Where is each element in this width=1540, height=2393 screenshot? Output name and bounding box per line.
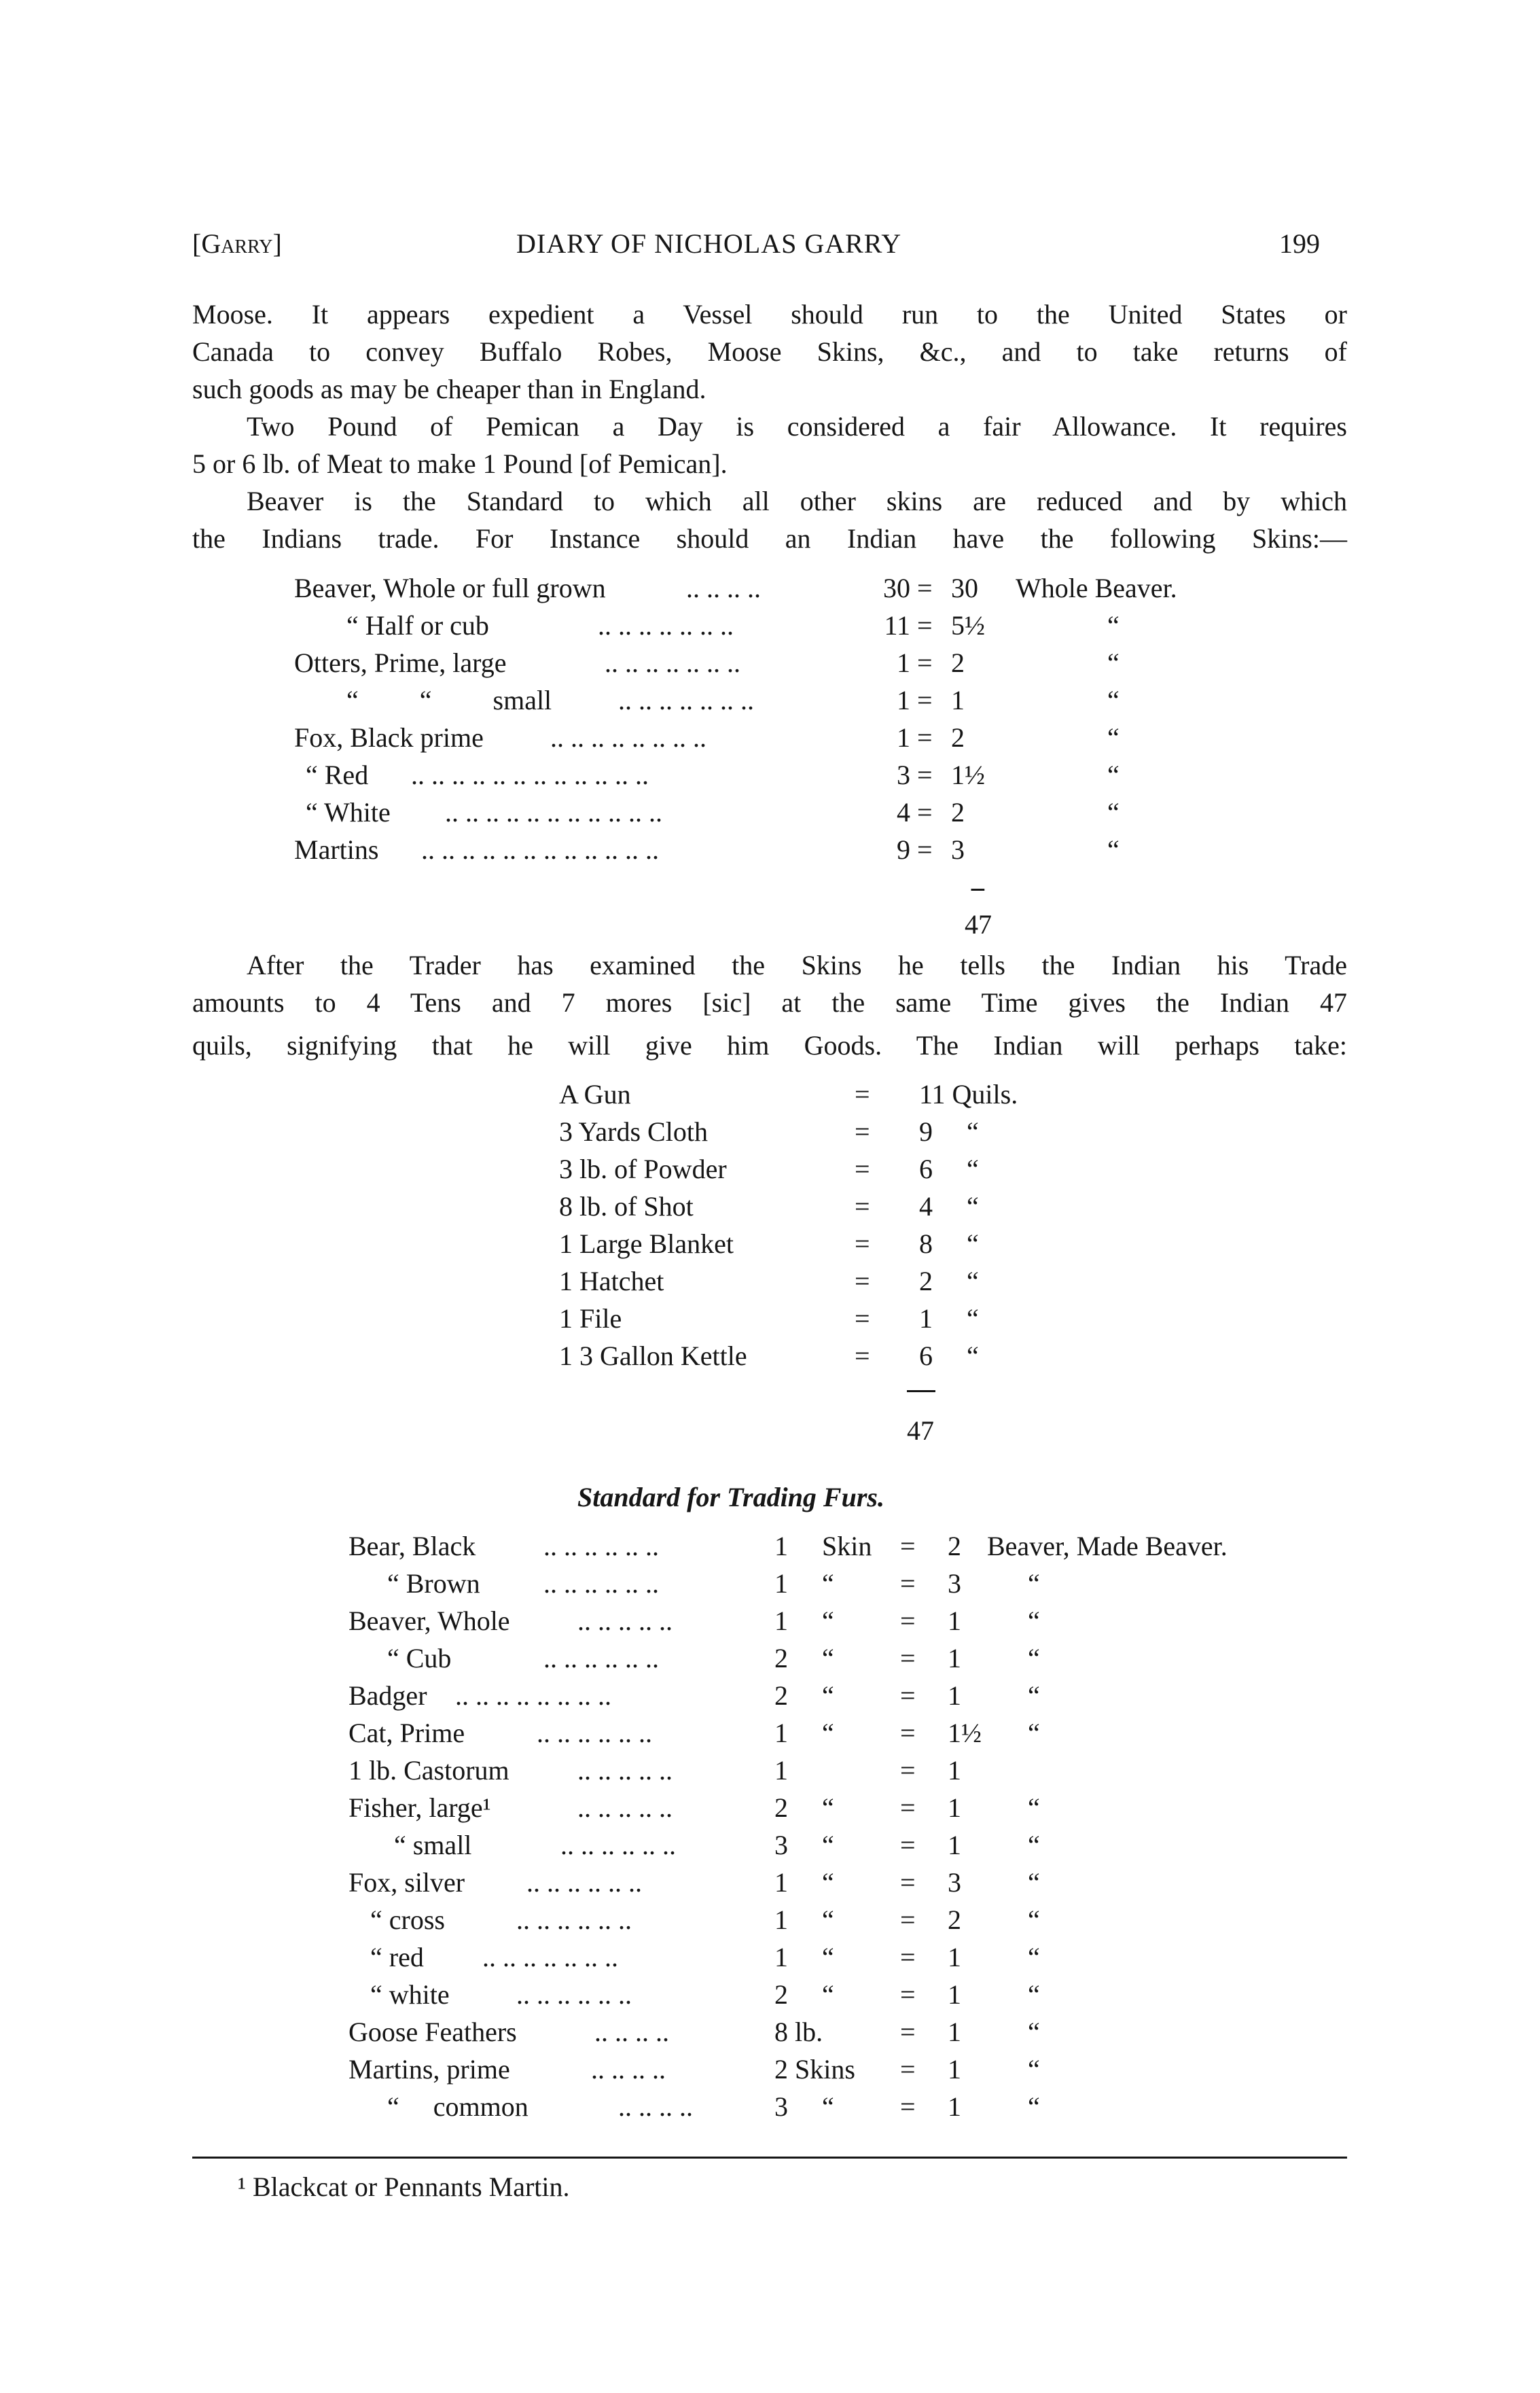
standard-leader: .. .. .. .. .. .. [537,1718,652,1748]
standard-value: 1 [948,1942,961,1972]
skins-value: 30 [951,573,978,603]
skins-leader: .. .. .. .. [686,573,761,603]
standard-label: 1 lb. Castorum [348,1755,509,1786]
standard-unit: “ [1028,1904,1040,1935]
paragraph-3 [192,482,1347,557]
skins-count: 4 [897,797,910,828]
goods-sum-rule [907,1390,935,1392]
standard-label: “ cross [370,1904,445,1935]
standard-unit: Beaver, Made Beaver. [987,1531,1228,1561]
standard-equals: = [900,1755,916,1786]
standard-label: “ small [394,1830,472,1860]
standard-leader: .. .. .. .. .. .. [516,1979,632,2010]
standard-value: 1 [948,1792,961,1823]
standard-quantity: 2 “ [774,1643,834,1673]
goods-item: 3 lb. of Powder [559,1154,727,1184]
standard-quantity: 2 “ [774,1680,834,1711]
standard-equals: = [900,2091,916,2122]
standard-leader: .. .. .. .. [591,2054,666,2085]
standard-unit: “ [1028,2091,1040,2122]
skins-unit: “ [1107,760,1120,790]
paragraph-line: amounts to 4 Tens and 7 mores [sic] at the same Time gives the Indian 47 [192,987,1347,1018]
standard-label: “ white [370,1979,450,2010]
goods-equals: = [855,1303,870,1334]
paragraph-2 [192,408,1347,482]
standard-equals: = [900,1718,916,1748]
goods-equals: = [855,1154,870,1184]
skins-leader: .. .. .. .. .. .. .. [618,685,754,715]
standard-value: 1 [948,1755,961,1786]
skins-equals: = [917,797,933,828]
skins-unit: “ [1107,722,1120,753]
skins-unit: “ [1107,610,1120,641]
standard-unit: “ [1028,1643,1040,1673]
paragraph-4 [192,946,1347,1064]
skins-count: 1 [897,722,910,753]
standard-label: Bear, Black [348,1531,476,1561]
standard-equals: = [900,1792,916,1823]
standard-unit: “ [1028,1942,1040,1972]
skins-label: “ Half or cub [346,610,489,641]
standard-label: “ common [387,2091,529,2122]
standard-value: 1 [948,1830,961,1860]
standard-quantity: 3 “ [774,1830,834,1860]
standard-label: “ red [370,1942,424,1972]
goods-value: 6 “ [919,1341,979,1371]
standard-unit: “ [1028,1680,1040,1711]
standard-label: “ Cub [387,1643,452,1673]
standard-equals: = [900,1942,916,1972]
skins-equals: = [917,573,933,603]
goods-value: 1 “ [919,1303,979,1334]
skins-count: 1 [897,685,910,715]
standard-quantity: 8 lb. [774,2017,823,2047]
running-head-left: [Garry] [192,228,282,259]
standard-unit: “ [1028,2054,1040,2085]
goods-value: 4 “ [919,1191,979,1222]
goods-item: 1 Hatchet [559,1266,664,1296]
skins-value: 2 [951,797,965,828]
skins-value: 3 [951,834,965,865]
standard-equals: = [900,1979,916,2010]
goods-item: 1 Large Blanket [559,1228,734,1259]
standard-value: 1 [948,1979,961,2010]
goods-value: 11 Quils. [919,1079,1018,1110]
skins-value: 2 [951,722,965,753]
paragraph-line: Two Pound of Pemican a Day is considered a fair Allowance. It requires [247,411,1347,442]
standard-quantity: 2 “ [774,1792,834,1823]
skins-value: 1½ [951,760,985,790]
paragraph-line: the Indians trade. For Instance should an Indian have the following Skins:— [192,523,1347,554]
skins-label: “ White [306,797,391,828]
standard-leader: .. .. .. .. .. .. [543,1643,659,1673]
skins-equals: = [917,834,933,865]
goods-total: 47 [907,1415,934,1446]
standard-quantity: 1 “ [774,1904,834,1935]
standard-leader: .. .. .. .. .. [577,1606,673,1636]
skins-equals: = [917,722,933,753]
standard-value: 1 [948,2091,961,2122]
skins-count: 11 [884,610,910,641]
standard-leader: .. .. .. .. .. .. [543,1531,659,1561]
standard-equals: = [900,1904,916,1935]
standard-value: 1 [948,1643,961,1673]
goods-value: 2 “ [919,1266,979,1296]
standard-leader: .. .. .. .. [618,2091,693,2122]
standard-label: Cat, Prime [348,1718,465,1748]
skins-leader: .. .. .. .. .. .. .. .. [550,722,706,753]
standard-leader: .. .. .. .. .. .. .. [482,1942,618,1972]
standard-label: Beaver, Whole [348,1606,510,1636]
skins-unit: Whole Beaver. [1016,573,1177,603]
paragraph-line: quils, signifying that he will give him Goods. The Indian will perhaps take: [192,1030,1347,1061]
paragraph-1 [192,296,1347,408]
standard-quantity: 1 “ [774,1867,834,1898]
standard-quantity: 1 “ [774,1568,834,1599]
skins-value: 2 [951,648,965,678]
goods-equals: = [855,1228,870,1259]
standard-equals: = [900,2054,916,2085]
standard-leader: .. .. .. .. .. .. [526,1867,642,1898]
skins-label: Fox, Black prime [294,722,484,753]
standard-label: Martins, prime [348,2054,510,2085]
goods-value: 8 “ [919,1228,979,1259]
skins-label: Otters, Prime, large [294,648,507,678]
standard-quantity: 1 [774,1755,788,1786]
standard-label: “ Brown [387,1568,480,1599]
skins-unit: “ [1107,797,1120,828]
standard-quantity: 1 “ [774,1718,834,1748]
standard-leader: .. .. .. .. .. .. [543,1568,659,1599]
standard-leader: .. .. .. .. .. .. [516,1904,632,1935]
footnote-rule [192,2157,1347,2159]
skins-count: 9 [897,834,910,865]
skins-leader: .. .. .. .. .. .. .. .. .. .. .. [445,797,662,828]
skins-count: 30 [883,573,910,603]
skins-equals: = [917,648,933,678]
paragraph-line: Canada to convey Buffalo Robes, Moose Skins, &c., and to take returns of [192,336,1347,367]
paragraph-line: 5 or 6 lb. of Meat to make 1 Pound [of Pemican]. [192,448,728,479]
goods-item: 8 lb. of Shot [559,1191,694,1222]
standard-leader: .. .. .. .. .. [577,1755,673,1786]
skins-label: Beaver, Whole or full grown [294,573,606,603]
footnote: ¹ Blackcat or Pennants Martin. [238,2172,570,2202]
standard-equals: = [900,1606,916,1636]
standard-quantity: 1 Skin [774,1531,872,1561]
skins-unit: “ [1107,685,1120,715]
standard-equals: = [900,1830,916,1860]
skins-total: 47 [965,909,992,940]
goods-value: 6 “ [919,1154,979,1184]
skins-leader: .. .. .. .. .. .. .. .. .. .. .. .. [421,834,659,865]
goods-item: 1 3 Gallon Kettle [559,1341,747,1371]
skins-value: 5½ [951,610,985,641]
standard-leader: .. .. .. .. .. .. .. .. [455,1680,611,1711]
goods-equals: = [855,1079,870,1110]
standard-leader: .. .. .. .. .. .. [560,1830,676,1860]
standard-equals: = [900,1867,916,1898]
skins-equals: = [917,610,933,641]
goods-equals: = [855,1191,870,1222]
standard-label: Goose Feathers [348,2017,517,2047]
standard-quantity: 1 “ [774,1606,834,1636]
standard-value: 3 [948,1867,961,1898]
standard-unit: “ [1028,1792,1040,1823]
standard-value: 1½ [948,1718,982,1748]
skins-label: Martins [294,834,379,865]
goods-equals: = [855,1341,870,1371]
standard-quantity: 2 Skins [774,2054,855,2085]
goods-value: 9 “ [919,1116,979,1147]
table-caption: Standard for Trading Furs. [577,1482,884,1512]
goods-item: A Gun [559,1079,631,1110]
paragraph-line: After the Trader has examined the Skins he tells the Indian his Trade [247,950,1347,980]
standard-value: 1 [948,2054,961,2085]
skins-unit: “ [1107,648,1120,678]
standard-unit: “ [1028,1979,1040,2010]
standard-value: 2 [948,1531,961,1561]
paragraph-line: Moose. It appears expedient a Vessel should run to the United States or [192,299,1347,330]
page-number: 199 [1279,228,1320,259]
standard-unit: “ [1028,1830,1040,1860]
goods-item: 1 File [559,1303,622,1334]
skins-equals: = [917,760,933,790]
standard-value: 2 [948,1904,961,1935]
standard-quantity: 2 “ [774,1979,834,2010]
standard-unit: “ [1028,1867,1040,1898]
standard-label: Fox, silver [348,1867,465,1898]
standard-unit: “ [1028,1718,1040,1748]
paragraph-line: Beaver is the Standard to which all other skins are reduced and by which [247,486,1347,516]
skins-sum-rule: -- [970,872,983,902]
skins-count: 1 [897,648,910,678]
running-head-title: DIARY OF NICHOLAS GARRY [516,228,902,259]
skins-count: 3 [897,760,910,790]
skins-equals: = [917,685,933,715]
goods-equals: = [855,1266,870,1296]
standard-value: 1 [948,1606,961,1636]
standard-unit: “ [1028,2017,1040,2047]
standard-value: 1 [948,1680,961,1711]
standard-value: 1 [948,2017,961,2047]
skins-leader: .. .. .. .. .. .. .. [598,610,734,641]
skins-label: “ “ small [346,685,552,715]
standard-equals: = [900,2017,916,2047]
standard-unit: “ [1028,1568,1040,1599]
standard-quantity: 1 “ [774,1942,834,1972]
standard-value: 3 [948,1568,961,1599]
skins-label: “ Red [306,760,369,790]
standard-label: Fisher, large¹ [348,1792,491,1823]
standard-equals: = [900,1643,916,1673]
standard-label: Badger [348,1680,427,1711]
standard-unit: “ [1028,1606,1040,1636]
skins-value: 1 [951,685,965,715]
standard-equals: = [900,1568,916,1599]
standard-equals: = [900,1531,916,1561]
skins-leader: .. .. .. .. .. .. .. [605,648,740,678]
standard-quantity: 3 “ [774,2091,834,2122]
standard-equals: = [900,1680,916,1711]
paragraph-line: such goods as may be cheaper than in England. [192,374,706,404]
goods-item: 3 Yards Cloth [559,1116,708,1147]
standard-leader: .. .. .. .. [594,2017,669,2047]
skins-unit: “ [1107,834,1120,865]
goods-equals: = [855,1116,870,1147]
skins-leader: .. .. .. .. .. .. .. .. .. .. .. .. [411,760,649,790]
standard-leader: .. .. .. .. .. [577,1792,673,1823]
